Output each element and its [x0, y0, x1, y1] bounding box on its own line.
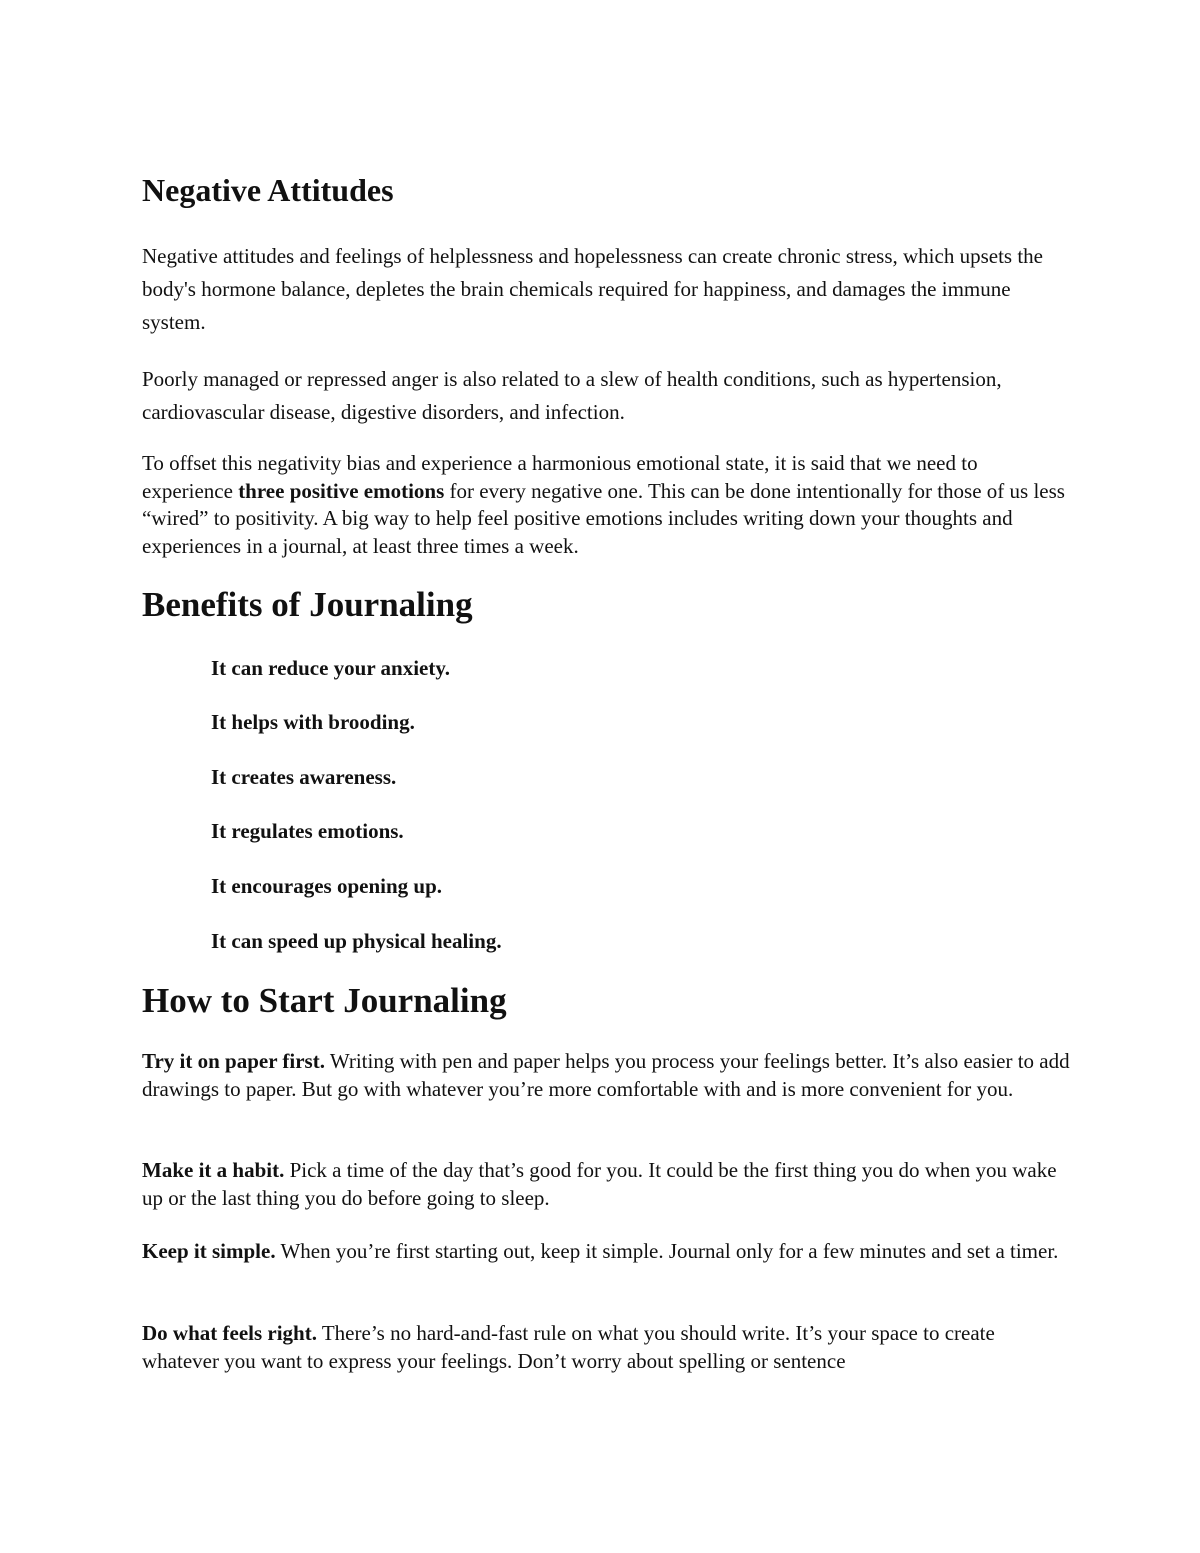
heading-negative-attitudes: Negative Attitudes — [142, 172, 394, 208]
benefit-item: It creates awareness. — [211, 765, 397, 789]
tip-text: Writing with pen and paper helps you process your feelings better. It’s also easier to add drawings to paper. But go with whatever you’re more comfortable with and is more convenient for you. — [142, 1049, 1070, 1101]
tip-text: Pick a time of the day that’s good for you. It could be the first thing you do when you wake up or the last thing you do before going to sleep. — [142, 1158, 1057, 1210]
tip-paragraph — [142, 1320, 1072, 1375]
benefit-item: It regulates emotions. — [211, 819, 404, 843]
tip-paragraph — [142, 1238, 1072, 1266]
tip-lead: Make it a habit. — [142, 1158, 285, 1182]
paragraph-negative-attitudes: Negative attitudes and feelings of helplessness and hopelessness can create chronic stress, which upsets the body's hormone balance, depletes the brain chemicals required for happiness, and damages the immune system. — [142, 244, 1043, 334]
emphasis-three-positive-emotions: three positive emotions — [238, 478, 445, 503]
tip-lead: Do what feels right. — [142, 1321, 317, 1345]
tip-paragraph — [142, 1048, 1072, 1103]
paragraph-repressed-anger: Poorly managed or repressed anger is also related to a slew of health conditions, such as hypertension, cardiovascular disease, digestive disorders, and infection. — [142, 367, 1002, 424]
tip-text: When you’re first starting out, keep it simple. Journal only for a few minutes and set a timer. — [275, 1239, 1059, 1263]
benefit-item: It can reduce your anxiety. — [211, 656, 450, 680]
text-segment: To offset this negativity bias and experience a harmonious emotional state, it is said that we need to experience — [142, 451, 978, 503]
tip-text: There’s no hard-and-fast rule on what you should write. It’s your space to create whatever you want to express your feelings. Don’t worry about spelling or sentence — [142, 1321, 995, 1373]
tip-lead: Try it on paper first. — [142, 1049, 325, 1073]
heading-benefits-of-journaling: Benefits of Journaling — [142, 585, 473, 624]
tip-lead: Keep it simple. — [142, 1239, 276, 1263]
benefit-item: It helps with brooding. — [211, 710, 415, 734]
benefit-item: It encourages opening up. — [211, 874, 443, 898]
heading-how-to-start-journaling: How to Start Journaling — [142, 981, 507, 1020]
paragraph-negativity-bias — [142, 450, 1072, 560]
benefit-item: It can speed up physical healing. — [211, 929, 502, 953]
tip-paragraph — [142, 1157, 1072, 1212]
text-segment: for every negative one. This can be done intentionally for those of us less “wired” to positivity. A big way to help feel positive emotions includes writing down your thoughts and experiences in a journal, at least three times a week. — [142, 478, 1065, 558]
